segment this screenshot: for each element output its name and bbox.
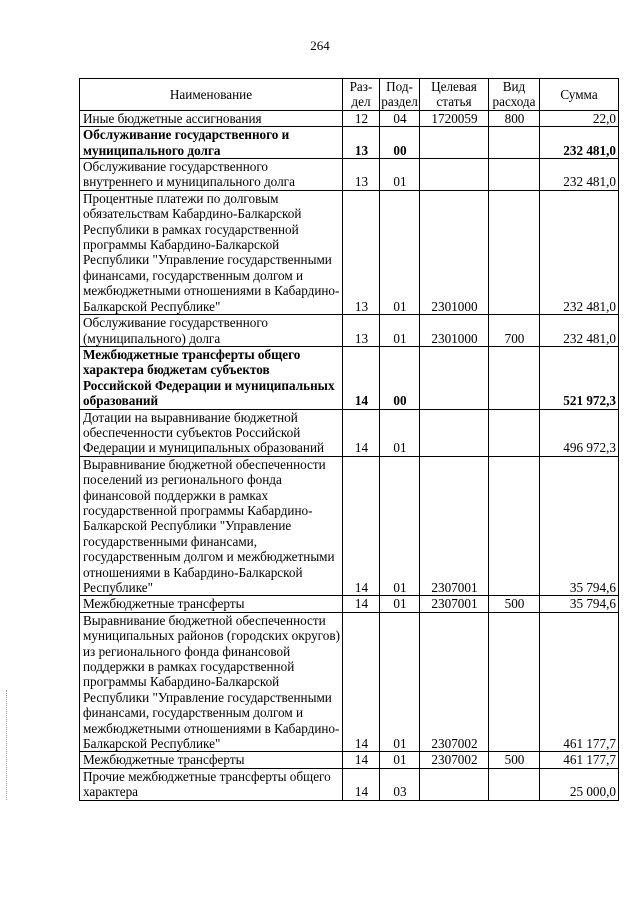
table-row (80, 159, 619, 191)
cell-vid (489, 456, 540, 596)
cell-name: Обслуживание государственного (муниципального) долга (80, 315, 343, 347)
cell-target (420, 127, 489, 159)
cell-podrazdel: 00 (380, 127, 420, 159)
table-row (80, 346, 619, 409)
cell-razdel: 13 (343, 127, 380, 159)
cell-sum: 232 481,0 (540, 159, 619, 191)
table-row (80, 768, 619, 800)
table-header-row (80, 79, 619, 111)
cell-razdel: 14 (343, 612, 380, 752)
header-target: Целевая статья (420, 79, 489, 111)
cell-target: 2307002 (420, 752, 489, 768)
cell-podrazdel: 01 (380, 456, 420, 596)
cell-vid: 500 (489, 752, 540, 768)
cell-podrazdel: 01 (380, 596, 420, 612)
cell-name: Выравнивание бюджетной обеспеченности поселений из регионального фонда финансовой поддержки в рамках государственной программы Кабардино-Балкарской Республики "Управление государственными финансами, государственным долгом и межбюджетными отношениями в Кабардино-Балкарской Республике" (80, 456, 343, 596)
cell-sum: 496 972,3 (540, 409, 619, 456)
cell-vid: 500 (489, 596, 540, 612)
cell-name: Выравнивание бюджетной обеспеченности муниципальных районов (городских округов) из регионального фонда финансовой поддержки в рамках государственной программы Кабардино-Балкарской Республики "Управление государственными финансами, государственным долгом и межбюджетными отношениями в Кабардино-Балкарской Республике" (80, 612, 343, 752)
cell-razdel: 13 (343, 315, 380, 347)
cell-target (420, 346, 489, 409)
cell-target (420, 409, 489, 456)
cell-podrazdel: 01 (380, 159, 420, 191)
cell-sum: 232 481,0 (540, 315, 619, 347)
table-row (80, 409, 619, 456)
cell-sum: 232 481,0 (540, 127, 619, 159)
cell-sum: 35 794,6 (540, 456, 619, 596)
cell-target: 2307001 (420, 596, 489, 612)
cell-vid: 800 (489, 110, 540, 126)
cell-razdel: 14 (343, 346, 380, 409)
header-name: Наименование (80, 79, 343, 111)
cell-vid (489, 127, 540, 159)
cell-name: Иные бюджетные ассигнования (80, 110, 343, 126)
cell-razdel: 12 (343, 110, 380, 126)
cell-podrazdel: 01 (380, 752, 420, 768)
cell-razdel: 14 (343, 752, 380, 768)
table-row (80, 752, 619, 768)
cell-podrazdel: 01 (380, 190, 420, 314)
table-row (80, 315, 619, 347)
cell-razdel: 14 (343, 456, 380, 596)
cell-name: Обслуживание государственного и муниципального долга (80, 127, 343, 159)
cell-name: Дотации на выравнивание бюджетной обеспеченности субъектов Российской Федерации и муниципальных образований (80, 409, 343, 456)
cell-sum: 461 177,7 (540, 752, 619, 768)
cell-name: Межбюджетные трансферты общего характера бюджетам субъектов Российской Федерации и муниципальных образований (80, 346, 343, 409)
cell-razdel: 14 (343, 409, 380, 456)
cell-podrazdel: 04 (380, 110, 420, 126)
cell-vid (489, 190, 540, 314)
table-row (80, 110, 619, 126)
cell-razdel: 14 (343, 768, 380, 800)
cell-razdel: 14 (343, 596, 380, 612)
cell-podrazdel: 01 (380, 409, 420, 456)
cell-target (420, 159, 489, 191)
cell-vid (489, 768, 540, 800)
cell-sum: 22,0 (540, 110, 619, 126)
cell-sum: 232 481,0 (540, 190, 619, 314)
cell-sum: 25 000,0 (540, 768, 619, 800)
cell-sum: 461 177,7 (540, 612, 619, 752)
cell-razdel: 13 (343, 190, 380, 314)
header-razdel: Раз-дел (343, 79, 380, 111)
cell-name: Обслуживание государственного внутреннего и муниципального долга (80, 159, 343, 191)
cell-name: Межбюджетные трансферты (80, 752, 343, 768)
cell-vid (489, 346, 540, 409)
cell-target (420, 768, 489, 800)
cell-target: 2307001 (420, 456, 489, 596)
table-row (80, 190, 619, 314)
cell-target: 2307002 (420, 612, 489, 752)
cell-name: Межбюджетные трансферты (80, 596, 343, 612)
header-sum: Сумма (540, 79, 619, 111)
table-row (80, 596, 619, 612)
table-row (80, 456, 619, 596)
cell-sum: 35 794,6 (540, 596, 619, 612)
cell-podrazdel: 01 (380, 315, 420, 347)
table-row (80, 612, 619, 752)
cell-razdel: 13 (343, 159, 380, 191)
cell-podrazdel: 00 (380, 346, 420, 409)
table-row (80, 127, 619, 159)
page-number: 264 (310, 38, 330, 53)
header-podrazdel: Под-раздел (381, 79, 418, 110)
budget-table (79, 78, 619, 801)
cell-sum: 521 972,3 (540, 346, 619, 409)
cell-vid (489, 612, 540, 752)
cell-vid (489, 159, 540, 191)
cell-podrazdel: 01 (380, 612, 420, 752)
table-body (80, 110, 619, 800)
header-vid: Вид расхода (489, 79, 540, 111)
cell-vid (489, 409, 540, 456)
cell-target: 1720059 (420, 110, 489, 126)
cell-podrazdel: 03 (380, 768, 420, 800)
cell-target: 2301000 (420, 315, 489, 347)
scan-edge-marks (6, 690, 9, 800)
cell-vid: 700 (489, 315, 540, 347)
cell-name: Прочие межбюджетные трансферты общего характера (80, 768, 343, 800)
cell-name: Процентные платежи по долговым обязательствам Кабардино-Балкарской Республики в рамках государственной программы Кабардино-Балкарской Республики "Управление государственными финансами, государственным долгом и межбюджетными отношениями в Кабардино-Балкарской Республике" (80, 190, 343, 314)
cell-target: 2301000 (420, 190, 489, 314)
